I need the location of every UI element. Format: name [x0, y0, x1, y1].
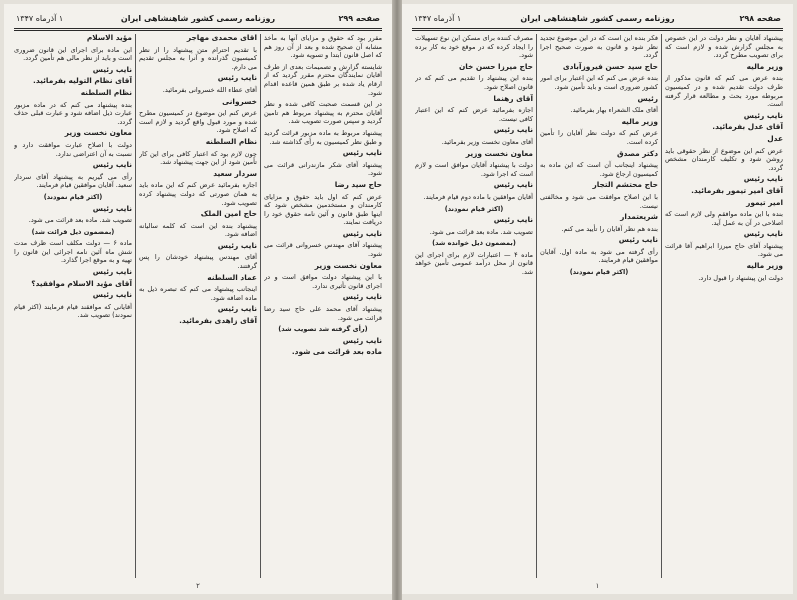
paragraph: مقرر بود که حقوق و مزایای آنها به مأخذ مشابه آن صحیح شده و بعد از آن روز هم که اصل قانون ابتدا و تسویه شود.: [264, 34, 382, 60]
speaker-name: آقای زاهدی بفرمائید.: [179, 316, 257, 326]
paragraph: (بمضمون ذیل خوانده شد): [432, 239, 516, 248]
page-left: [4, 4, 392, 594]
speaker-name: حاج سید رضا: [334, 179, 382, 189]
paragraph: پیشنهاد بنده این است که کلمه سالیانه اضافه شود.: [139, 221, 257, 239]
speaker-line: [139, 34, 257, 43]
speaker-line: [665, 123, 783, 132]
page-right: [402, 4, 793, 594]
speaker-line: [14, 129, 132, 138]
speaker-name: نایب رئیس: [743, 110, 783, 120]
speaker-line: [665, 230, 783, 239]
speaker-name: نایب رئیس: [342, 228, 382, 238]
paragraph: بنده با این ماده موافقم ولی لازم است که اصلاحی در آن به عمل آید.: [665, 210, 783, 227]
paragraph: (اکثر قیام نمودند): [43, 192, 103, 201]
speaker-line: [14, 280, 132, 289]
paragraph: آقای معاون نخست وزیر بفرمائید.: [441, 137, 533, 146]
paragraph: پیشنهاد آقای مهندس خسروانی قرائت می شود.: [264, 241, 382, 259]
paragraph: پیشنهاد آقای محمد علی حاج سید رضا قرائت می شود.: [264, 305, 382, 322]
speaker-line: [139, 305, 257, 314]
speaker-line: [264, 337, 382, 346]
speaker-name: نایب رئیس: [217, 73, 257, 83]
speaker-name: آقای محمدی مهاجر: [186, 34, 257, 42]
speaker-name: نایب رئیس: [493, 215, 533, 225]
page-header-left: [14, 10, 382, 29]
speaker-line: [139, 242, 257, 251]
speaker-name: نایب رئیس: [217, 240, 257, 250]
paragraph: دولت این پیشنهاد را قبول دارد.: [698, 273, 783, 282]
paragraph: پیشنهاد آقایان و نظر دولت در این خصوص به مجلس گزارش شده و لازم است که برای تصویب مطرح گردد.: [665, 34, 783, 60]
speaker-name: نظام السلطنه: [80, 87, 132, 97]
paragraph: عرض کنم این موضوع در کمیسیون مطرح شده و مورد قبول واقع گردید و لازم است که اصلاح شود.: [139, 109, 257, 135]
speaker-line: [14, 161, 132, 170]
speaker-name: معاون نخست وزیر: [64, 128, 132, 138]
speaker-name: معاون نخست وزیر: [465, 148, 533, 158]
paragraph: رأی گرفته می شود به ماده اول. آقایان موافقین قیام فرمایند.: [540, 247, 658, 265]
speaker-line: [139, 74, 257, 83]
speaker-line: [665, 175, 783, 184]
speaker-line: [139, 317, 257, 326]
speaker-line: [14, 34, 132, 43]
paragraph: این ماده برای اجرای این قانون ضروری است و باید از نظر مالی هم تأمین گردد.: [14, 45, 132, 63]
speaker-line: [139, 170, 257, 179]
speaker-name: آقای عدل بفرمائید.: [712, 122, 783, 132]
paragraph: (اکثر قیام نمودند): [444, 204, 504, 213]
speaker-line: [540, 95, 658, 104]
speaker-name: حاج محتشم التجار: [592, 180, 658, 190]
paragraph: تصویب شد. ماده بعد قرائت می شود.: [429, 227, 533, 236]
speaker-line: [415, 63, 533, 72]
paragraph: عرض کنم که دولت نظر آقایان را تأمین کرده است.: [540, 129, 658, 146]
page-footer: ۲: [196, 582, 200, 590]
speaker-line: [540, 150, 658, 159]
speaker-line: [540, 63, 658, 72]
speaker-line: [540, 213, 658, 222]
column-2: [139, 34, 257, 578]
speaker-line: [14, 205, 132, 214]
speaker-line: [139, 98, 257, 107]
speaker-name: معاون نخست وزیر: [314, 260, 382, 270]
publication-title: روزنامه رسمی کشور شاهنشاهی ایران: [120, 14, 276, 23]
text-columns-right: [412, 34, 783, 578]
speaker-name: نایب رئیس: [493, 180, 533, 190]
page-number: صفحه ۲۹۸: [739, 14, 781, 23]
paragraph: عرض کنم این موضوع از نظر حقوقی باید روشن شود و تکلیف کارمندان مشخص گردد.: [665, 146, 783, 172]
speaker-name: نایب رئیس: [92, 267, 132, 277]
paragraph: ماده ۶ — دولت مکلف است ظرف مدت شش ماه آئین نامه اجرائی این قانون را تهیه و به موقع اجرا گذارد.: [14, 239, 132, 265]
paragraph: عرض کنم که اول باید حقوق و مزایای کارمندان و مستخدمین مشخص شود که اینها طبق قانون و آئین نامه حقوق خود را دریافت نمایند.: [264, 192, 382, 227]
speaker-line: [415, 181, 533, 190]
paragraph: مصرف کننده برای مسکن این نوع تسهیلات را ایجاد کرده که در موقع خود به کار برده شود.: [415, 34, 533, 60]
column-3: [415, 34, 533, 578]
paragraph: آقایانی که موافقند قیام فرمایند (اکثر قیام نمودند) تصویب شد.: [14, 302, 132, 320]
speaker-name: خسروانی: [222, 96, 257, 106]
publication-title: روزنامه رسمی کشور شاهنشاهی ایران: [520, 14, 675, 23]
speaker-name: وزیر مالیه: [746, 61, 783, 71]
paragraph: با تقدیم احترام متن پیشنهاد را از نظر کمیسیون گذرانده و آنرا به مجلس تقدیم می دارم.: [139, 45, 257, 71]
speaker-name: آقای نظام التولیه بفرمائید.: [33, 76, 132, 86]
column-divider: [260, 34, 261, 578]
text-columns-left: [14, 34, 382, 578]
speaker-line: [415, 126, 533, 135]
speaker-name: نایب رئیس: [493, 125, 533, 135]
paragraph: با این اصلاح موافقت می شود و مخالفتی نیست.: [540, 192, 658, 210]
speaker-name: رئیس: [637, 93, 658, 103]
speaker-line: [264, 149, 382, 158]
page-footer: ۱: [595, 582, 600, 590]
page-number: صفحه ۲۹۹: [338, 14, 380, 23]
speaker-name: نظام السلطنه: [205, 136, 257, 146]
speaker-name: نایب رئیس: [92, 160, 132, 170]
speaker-line: [540, 118, 658, 127]
paragraph: آقای عطاء الله خسروانی بفرمائید.: [162, 85, 257, 94]
paragraph: پیشنهاد آقای حاج میرزا ابراهیم آقا قرائت می شود.: [665, 241, 783, 259]
paragraph: دولت با اصلاح عبارت موافقت دارد و نسبت به آن اعتراضی ندارد.: [14, 140, 132, 158]
header-rule: [412, 30, 783, 31]
speaker-line: [665, 135, 783, 144]
speaker-name: وزیر مالیه: [746, 261, 783, 271]
speaker-name: حاج امین الملک: [200, 209, 257, 219]
speaker-line: [14, 77, 132, 86]
speaker-line: [540, 181, 658, 190]
paragraph: تصویب شد. ماده بعد قرائت می شود.: [28, 216, 132, 225]
speaker-name: نایب رئیس: [92, 64, 132, 74]
speaker-line: [14, 89, 132, 98]
paragraph: دولت با پیشنهاد آقایان موافق است و لازم است که اجرا شود.: [415, 161, 533, 178]
paragraph: اینجانب پیشنهاد می کنم که تبصره ذیل به ماده اضافه شود.: [139, 285, 257, 302]
paragraph: شایسته گزارش و تصمیمات بعدی از طرف آقایان نمایندگان محترم مقرر گردید که از ارقام یاد شده بر طبق همین قاعده اقدام شود.: [264, 62, 382, 97]
speaker-name: نایب رئیس: [743, 229, 783, 239]
book-gutter: [392, 0, 402, 600]
speaker-line: [264, 230, 382, 239]
paragraph: فکر بنده این است که در این موضوع تجدید نظر شود و قانون به صورت صحیح اجرا گردد.: [540, 34, 658, 60]
paragraph: بنده عرض می کنم که این اعتبار برای امور کشور ضروری است و باید تأمین شود.: [540, 74, 658, 91]
speaker-line: [415, 150, 533, 159]
speaker-line: [415, 95, 533, 104]
paragraph: بنده هم نظر آقایان را تأیید می کنم.: [561, 224, 658, 233]
speaker-line: [665, 112, 783, 121]
speaker-line: [540, 236, 658, 245]
column-1: [665, 34, 783, 578]
issue-date: ۱ آذرماه ۱۳۴۷: [16, 14, 64, 23]
paragraph: ماده ۴ — اعتبارات لازم برای اجرای این قانون از محل درآمد عمومی تأمین خواهد شد.: [415, 250, 533, 277]
paragraph: بنده عرض می کنم که قانون مذکور از طرف دولت تقدیم شده و در کمیسیون مربوطه مورد بحث و مطالعه قرار گرفته است.: [665, 74, 783, 109]
paragraph: آقای مهندس پیشنهاد خودشان را پس گرفتند.: [139, 253, 257, 271]
speaker-line: [665, 187, 783, 196]
speaker-line: [14, 268, 132, 277]
page-header-right: [412, 10, 783, 29]
paragraph: در این قسمت صحبت کافی شده و نظر آقایان محترم به پیشنهاد مربوط هم تامین گردید و سپس صورت تصویب شد.: [264, 100, 382, 126]
speaker-line: [264, 293, 382, 302]
speaker-name: نایب رئیس: [92, 290, 132, 300]
paragraph: پیشنهاد مربوط به ماده مزبور قرائت گردید و طبق نظر کمیسیون به رأی گذاشته شد.: [264, 128, 382, 146]
speaker-name: نایب رئیس: [342, 148, 382, 158]
speaker-name: مؤید الاسلام: [86, 34, 132, 42]
paragraph: بنده این پیشنهاد را تقدیم می کنم که در قانون اصلاح شود.: [415, 74, 533, 91]
paragraph: رأی می گیریم به پیشنهاد آقای سردار سعید. آقایان موافقین قیام فرمایند.: [14, 172, 132, 190]
paragraph: آقای ملک الشعراء بهار بفرمائید.: [570, 106, 658, 115]
speaker-line: [139, 274, 257, 283]
speaker-name: نایب رئیس: [92, 203, 132, 213]
paragraph: (اکثر قیام نمودند): [569, 268, 629, 277]
column-1: [264, 34, 382, 578]
speaker-line: [264, 181, 382, 190]
paragraph: اجازه بفرمائید عرض کنم که این ماده باید به همان صورتی که دولت پیشنهاد کرده تصویب شود.: [139, 181, 257, 207]
speaker-name: حاج میرزا حسن خان: [458, 61, 533, 71]
column-divider: [135, 34, 136, 578]
speaker-name: عماد السلطنه: [207, 272, 257, 282]
paragraph: پیشنهاد آقای شکر مازندرانی قرائت می شود.: [264, 160, 382, 178]
speaker-name: سردار سعید: [213, 168, 257, 178]
speaker-name: آقای رهنما: [493, 93, 533, 103]
speaker-line: [665, 63, 783, 72]
paragraph: آقایان موافقین با ماده دوم قیام فرمایند.: [423, 192, 533, 201]
speaker-line: [665, 262, 783, 271]
speaker-name: آقای امیر تیمور بفرمائید.: [691, 185, 783, 195]
speaker-name: امیر تیمور: [746, 197, 783, 207]
speaker-name: نایب رئیس: [342, 335, 382, 345]
speaker-line: [264, 348, 382, 357]
speaker-line: [415, 216, 533, 225]
speaker-name: عدل: [767, 133, 783, 143]
speaker-name: نایب رئیس: [743, 174, 783, 184]
paragraph: اجازه بفرمائید عرض کنم که این اعتبار کافی نیست.: [415, 106, 533, 123]
speaker-name: وزیر مالیه: [621, 116, 658, 126]
speaker-line: [14, 66, 132, 75]
speaker-name: حاج سید حسن فیروزآبادی: [562, 61, 658, 71]
paragraph: پیشنهاد اینجانب آن است که این ماده به کمیسیون ارجاع شود.: [540, 161, 658, 178]
column-divider: [661, 34, 662, 578]
speaker-name: ماده بعد قرائت می شود.: [291, 347, 382, 357]
column-divider: [536, 34, 537, 578]
header-rule: [14, 30, 382, 31]
speaker-line: [139, 210, 257, 219]
speaker-line: [14, 291, 132, 300]
speaker-line: [264, 262, 382, 271]
paragraph: (بمضمون ذیل قرائت شد): [31, 227, 115, 236]
paragraph: (رأی گرفته شد تصویب شد): [278, 325, 368, 334]
speaker-name: دکتر مصدق: [616, 148, 658, 158]
issue-date: ۱ آذرماه ۱۳۴۷: [414, 14, 462, 23]
speaker-name: نایب رئیس: [217, 304, 257, 314]
paragraph: چون لازم بود که اعتبار کافی برای این کار تأمین شود از این جهت پیشنهاد شد.: [139, 149, 257, 167]
column-2: [540, 34, 658, 578]
speaker-name: شریعتمدار: [620, 212, 658, 222]
speaker-line: [665, 199, 783, 208]
speaker-line: [139, 138, 257, 147]
speaker-name: نایب رئیس: [342, 292, 382, 302]
paragraph: با این پیشنهاد دولت موافق است و در اجرای قانون تأثیری ندارد.: [264, 273, 382, 290]
speaker-name: آقای مؤید الاسلام موافقید؟: [31, 278, 132, 288]
paragraph: بنده پیشنهاد می کنم که در ماده مزبور عبارت ذیل اضافه شود و عبارت قبلی حذف گردد.: [14, 100, 132, 126]
column-3: [14, 34, 132, 578]
speaker-name: نایب رئیس: [618, 235, 658, 245]
